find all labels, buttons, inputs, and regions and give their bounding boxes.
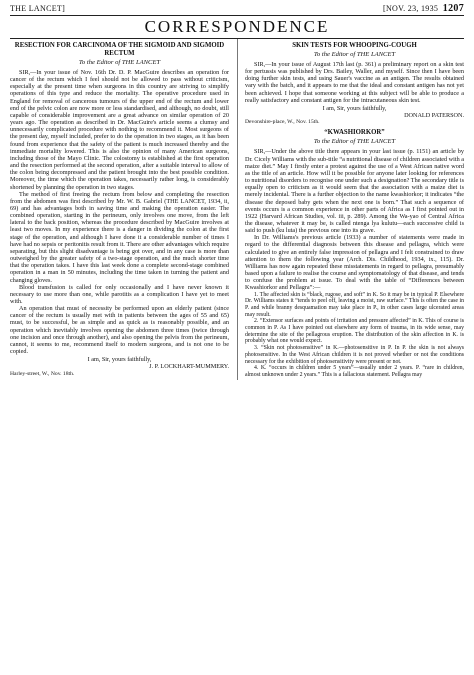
page-number: 1207: [442, 3, 464, 14]
issue-date: [NOV. 23, 1935: [383, 4, 439, 13]
list-item: 3. “Skin not photosensitive” in K.—photosensitive in P. In P. the skin is not always photosensitive. In the West African children it is not proved whether or not the conditions necessary for the exhibition of photosensitivity were present or not.: [245, 345, 464, 365]
letter-closing: I am, Sir, yours faithfully,: [87, 356, 152, 364]
list-item: 4. K. “occurs in children under 5 years”—usually under 2 years. P. “rare in children, almost unknown under 2 years.” This is a fallacious statement. Pellagra may: [245, 365, 464, 378]
letter-paragraph: SIR,—In your issue of Nov. 16th Dr. D. P. MacGuire describes an operation for cancer of the rectum which I feel should not be allowed to pass without criticism, especially at the present time when surgeons in this country are striving to simplify operations of this type and reduce the mortality. The operative procedure used in England for removal of cancerous tumours of the upper end of the rectum and lower end of the pelvic colon are now more or less standardised, and although, no doubt, still capable of considerable improvement are a great advance on similar operation of 20 years ago. The operation as described in Dr. MacGuire's article seems a clumsy and unnecessarily complicated procedure with nothing to recommend it. Most surgeons of the present day, myself included, prefer to do the operation in two stages, as it has been found from experience that the safety of the patient is much increased thereby and the immediate mortality lowered. This is also the opinion of many American surgeons, including those of the Mayo Clinic. The colostomy is established at the first operation and the resection performed at the second operation, after a suitable interval to allow of the colon being decompressed and the patient brought into the best possible condition. Moreover, the time which the operation takes, necessarily rather long, is considerably shortened by planning the operation in two stages.: [10, 69, 229, 191]
letter-signature: DONALD PATERSON.: [404, 112, 464, 120]
journal-page: [10, 3, 464, 380]
letter-paragraph: SIR,—In your issue of August 17th last (p. 361) a preliminary report on a skin test for pertussis was published by Drs. Bailey, Waller, and myself. Since then I have been doing further skin tests, and using Sauer's vaccine as an antigen. The results obtained vary with the batch, and it appears to me that the ideal and constant antigen has not yet been achieved. I hope that someone working at this subject will be able to produce a really satisfactory and constant antigen for the intracutaneous skin test.: [245, 61, 464, 104]
letter-closing: I am, Sir, yours faithfully,: [322, 104, 387, 112]
letter-addressee: To the Editor of THE LANCET: [313, 138, 396, 146]
letter-title-kwashiorkor: “KWASHIORKOR”: [324, 129, 385, 137]
journal-name: THE LANCET]: [10, 4, 66, 13]
letter-paragraph: Blood transfusion is called for only occasionally and I have never known it necessary to use more than one, while parotitis as a complication I have yet to meet with.: [10, 283, 229, 305]
letter-paragraph: In Dr. Williams's previous article (1933) a number of statements were made in regard to the differential diagnosis between this disease and pellagra, which were calculated to give an entirely false impression of pellagra and I felt constrained to draw attention to them the following year (Arch. Dis. Childhood, 1934, ix., 115). Dr. Williams has now again repeated these misstatements in regard to pellagra, presumably based upon a failure to realise the course and symptomatology of that disease, and tends to confuse the problem at issue. To deal with the table of “Differences between Kwashiorkor and Pellagra”:—: [245, 234, 464, 292]
letter-paragraph: An operation that must of necessity be performed upon an elderly patient (since cancer of the rectum is usually met with in patients between the ages of 55 and 65) must, to be successful, be as simple and as quick as is reasonably possible, and an operation which inevitably involves opening the abdomen three times (twice through one incision and once through another), and also opening the pelvis from the perineum, cannot, it seems to me, recommend itself to modern surgeons, and is not one to be copied.: [10, 305, 229, 356]
right-column: [245, 39, 464, 380]
section-title: CORRESPONDENCE: [144, 17, 330, 36]
left-column: [10, 39, 229, 380]
letter-paragraph: SIR,—Under the above title there appears in your last issue (p. 1151) an article by Dr. Cicely Williams with the sub-title “a nutritional disease of children associated with a maize diet.” May I firstly enter a protest against the use of a West African native word as the title of an article. How will it be possible for anyone later looking for references to nutritional disorders to recognise one under such a designation? The secondary title is equally open to criticism as it would seem that the association with a maize diet is merely incidental. There is a further objection to the name kwashiorkor; it indicates “the disease the deposed baby gets when the next one is born.” That such a sequence of events occurs is a common experience in other parts of Africa as I first pointed out in 1922 (Harvard African Studies, vol. iii, p. 289). Among the Wa-yao of Central Africa the disease, whatever it may be, is called ntenga lya kulutu—each successive child is said to push (ku luta) the previous one into its grave.: [245, 148, 464, 235]
letter-address: Harley-street, W., Nov. 18th.: [10, 370, 75, 377]
header-rule: [10, 15, 464, 16]
letter-addressee: To the Editor of THE LANCET: [313, 51, 396, 58]
letter-addressee: To the Editor of THE LANCET: [78, 59, 161, 66]
letter-title-resection: RESECTION FOR CARCINOMA OF THE SIGMOID AND SIGMOID RECTUM: [14, 42, 225, 57]
list-item: 2. “Extensor surfaces and points of irritation and pressure affected” in K. This of course is common in P. As I have pointed out elsewhere any form of trauma, in its wide sense, may determine the site of the pellagrous eruption. The distribution of the skin affection in K. is probably what one would expect.: [245, 318, 464, 345]
letter-address: Devonshire-place, W., Nov. 15th.: [245, 119, 320, 126]
list-item: 1. The affected skin is “black, rugose, and soft” in K. So it may be in typical P. Elsewhere Dr. Williams states it “tends to peel off, leaving a moist, raw surface.” This is often the case in P. and while branny desquamation may take place in P., in other cases large ulcerated areas may result.: [245, 291, 464, 318]
column-divider: [237, 39, 238, 380]
letter-signature: J. P. LOCKHART-MUMMERY.: [149, 363, 229, 371]
letter-title-skin-tests: SKIN TESTS FOR WHOOPING-COUGH: [292, 42, 417, 49]
letter-paragraph: The method of first freeing the rectum from below and completing the resection from the abdomen was first described by Mr. W. B. Gabriel (THE LANCET, 1934, ii, 69) and has advantages both in saving time and making the operation easier. The combined operation, starting in the perineum, only involves one move, from the left lateral to the back position, whereas the procedure described by MacGuire involves at least two moves. In my experience there is a danger in dividing the colon at the first stage of the operation, and although I have done it a considerable number of times I have had no sepsis or peritonitis result from it. There are other advantages which require separating, but this slight disadvantage is being got over, and in any case is more than outweighed by the greater safety of a two-stage operation, and the much shorter time that the operation takes. I have this last week done a complete second-stage combined operation in a man in 50 minutes, including the time taken in turning the patient and changing gloves.: [10, 190, 229, 284]
running-head: [10, 3, 464, 14]
issue-info: [383, 3, 464, 14]
columns: [10, 39, 464, 380]
